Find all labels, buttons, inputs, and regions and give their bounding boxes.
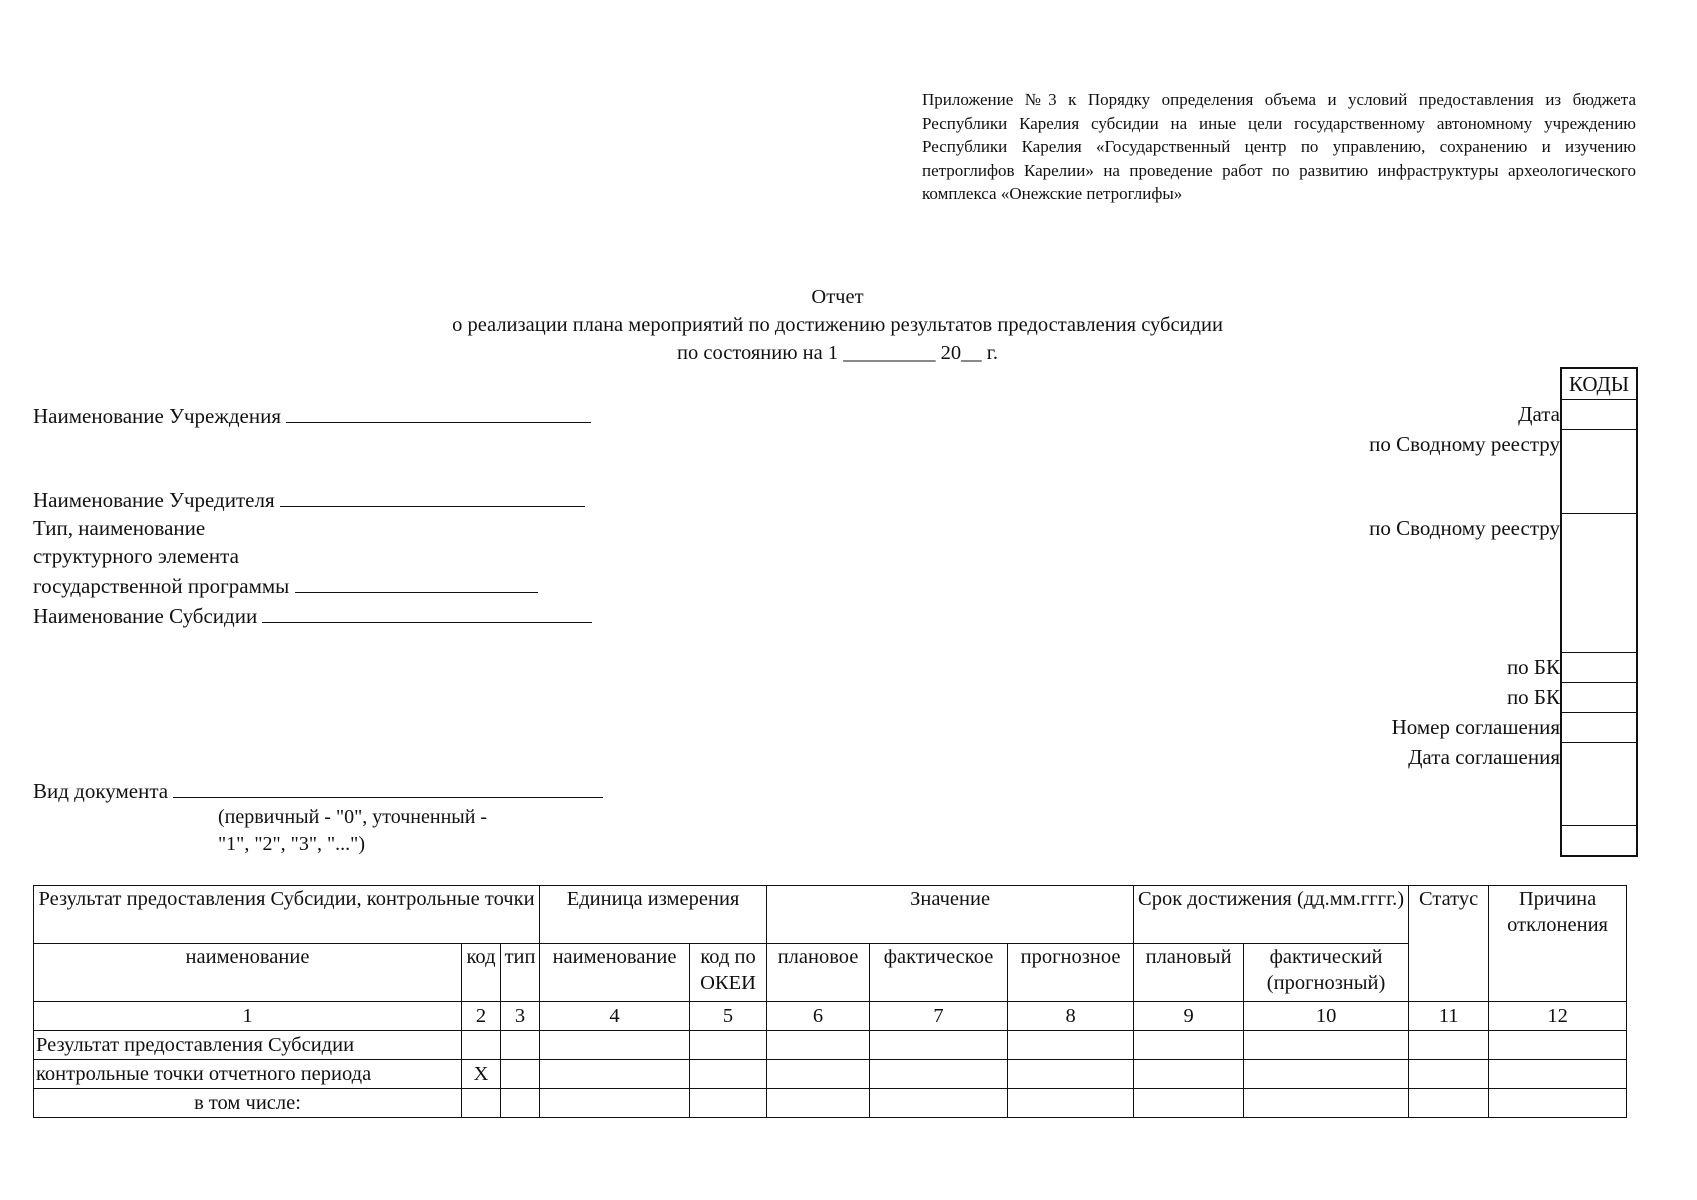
row-cell[interactable] [501,1089,540,1118]
row-cell[interactable] [690,1089,767,1118]
registry-label-1: по Сводному реестру [1369,432,1560,456]
doc-type-label: Вид документа [33,779,169,803]
row-code[interactable] [462,1089,501,1118]
program-blank[interactable] [295,570,538,593]
bk-label-1: по БК [1506,655,1560,679]
col-number: 9 [1134,1002,1244,1031]
row-cell[interactable] [870,1060,1008,1089]
col-number: 12 [1489,1002,1627,1031]
col-number: 2 [462,1002,501,1031]
row-cell[interactable] [870,1031,1008,1060]
row-cell[interactable] [1244,1089,1409,1118]
row-code: X [462,1060,501,1089]
row-cell[interactable] [501,1031,540,1060]
header-result: Результат предоставления Субсидии, контрольные точки [34,886,540,944]
row-cell[interactable] [767,1031,870,1060]
program-label-3: государственной программы [33,574,290,598]
row-cell[interactable] [1409,1031,1489,1060]
col-number: 1 [34,1002,462,1031]
codes-divider [1562,429,1636,430]
subheader-code: код [462,944,501,1002]
report-title: Отчет [811,286,864,308]
results-table [33,885,1627,1118]
doc-type-field [33,775,603,805]
report-subtitle: о реализации плана мероприятий по достижению результатов предоставления субсидии [452,314,1223,336]
agreement-date-label: Дата соглашения [1408,745,1560,769]
subsidy-blank[interactable] [262,600,592,623]
institution-field [33,400,591,430]
institution-blank[interactable] [286,400,591,423]
codes-divider [1562,399,1636,400]
codes-header: КОДЫ [1568,372,1630,396]
row-code[interactable] [462,1031,501,1060]
program-label-2: структурного элемента [33,544,239,568]
annex-text: Приложение №3 к Порядку определения объема и условий предоставления из бюджета Республики Карелия субсидии на иные цели государственному автономному учреждению Республики Карелия «Государственный центр по управлению, сохранению и изучению петроглифов Карелии» на проведение работ по развитию инфраструктуры археологического комплекса «Онежские петроглифы» [922,90,1636,203]
row-cell[interactable] [540,1031,690,1060]
row-cell[interactable] [1134,1031,1244,1060]
col-number: 5 [690,1002,767,1031]
col-number: 10 [1244,1002,1409,1031]
col-number: 8 [1008,1002,1134,1031]
codes-divider [1562,825,1636,826]
program-label-1: Тип, наименование [33,516,206,540]
doc-type-note-2: "1", "2", "3", "...") [218,833,365,855]
agreement-number-label: Номер соглашения [1391,715,1560,739]
subheader-name: наименование [34,944,462,1002]
subheader-actual: фактическое [870,944,1008,1002]
table-row [34,1031,1627,1060]
program-field [33,570,538,600]
col-number: 11 [1409,1002,1489,1031]
subheader-row [34,944,1627,1002]
subheader-okei: код по ОКЕИ [690,944,767,1002]
row-cell[interactable] [540,1060,690,1089]
codes-divider [1562,682,1636,683]
founder-field [33,484,585,514]
subheader-type: тип [501,944,540,1002]
subsidy-field [33,600,592,630]
row-cell[interactable] [501,1060,540,1089]
row-cell[interactable] [690,1031,767,1060]
header-reason: Причина отклонения [1489,886,1627,1002]
header-value: Значение [767,886,1134,944]
col-number: 3 [501,1002,540,1031]
row-cell[interactable] [1008,1089,1134,1118]
col-number: 4 [540,1002,690,1031]
row-cell[interactable] [540,1089,690,1118]
codes-divider [1562,742,1636,743]
report-date-line: по состоянию на 1 _________ 20__ г. [677,342,998,364]
subheader-unit-name: наименование [540,944,690,1002]
row-cell[interactable] [1008,1060,1134,1089]
row-cell[interactable] [1134,1060,1244,1089]
codes-divider [1562,712,1636,713]
row-cell[interactable] [870,1089,1008,1118]
registry-label-2: по Сводному реестру [1369,516,1560,540]
row-name: в том числе: [34,1089,462,1118]
row-cell[interactable] [767,1060,870,1089]
table-row [34,1089,1627,1118]
subheader-planned: плановое [767,944,870,1002]
row-cell[interactable] [1489,1060,1627,1089]
subheader-forecast: прогнозное [1008,944,1134,1002]
column-numbers-row [34,1002,1627,1031]
subheader-plan-date: плановый [1134,944,1244,1002]
row-cell[interactable] [1409,1060,1489,1089]
row-name: контрольные точки отчетного периода [34,1060,462,1089]
row-cell[interactable] [1244,1031,1409,1060]
codes-box [1560,367,1638,857]
row-cell[interactable] [690,1060,767,1089]
doc-type-note-1: (первичный - "0", уточненный - [218,806,488,828]
row-cell[interactable] [1489,1031,1627,1060]
codes-divider [1562,652,1636,653]
header-status: Статус [1409,886,1489,1002]
header-deadline: Срок достижения (дд.мм.гггг.) [1134,886,1409,944]
row-cell[interactable] [1244,1060,1409,1089]
founder-blank[interactable] [280,484,585,507]
table-row [34,1060,1627,1089]
codes-divider [1562,513,1636,514]
date-label: Дата [1518,402,1560,426]
header-unit: Единица измерения [540,886,767,944]
institution-label: Наименование Учреждения [33,404,281,428]
col-number: 7 [870,1002,1008,1031]
subsidy-label: Наименование Субсидии [33,604,258,628]
header-row [34,886,1627,944]
row-cell[interactable] [1134,1089,1244,1118]
founder-label: Наименование Учредителя [33,488,275,512]
row-cell[interactable] [1489,1089,1627,1118]
doc-type-blank[interactable] [173,775,603,798]
row-cell[interactable] [1409,1089,1489,1118]
row-name: Результат предоставления Субсидии [34,1031,462,1060]
col-number: 6 [767,1002,870,1031]
row-cell[interactable] [767,1089,870,1118]
bk-label-2: по БК [1506,685,1560,709]
subheader-fact-date: фактический (прогнозный) [1244,944,1409,1002]
row-cell[interactable] [1008,1031,1134,1060]
